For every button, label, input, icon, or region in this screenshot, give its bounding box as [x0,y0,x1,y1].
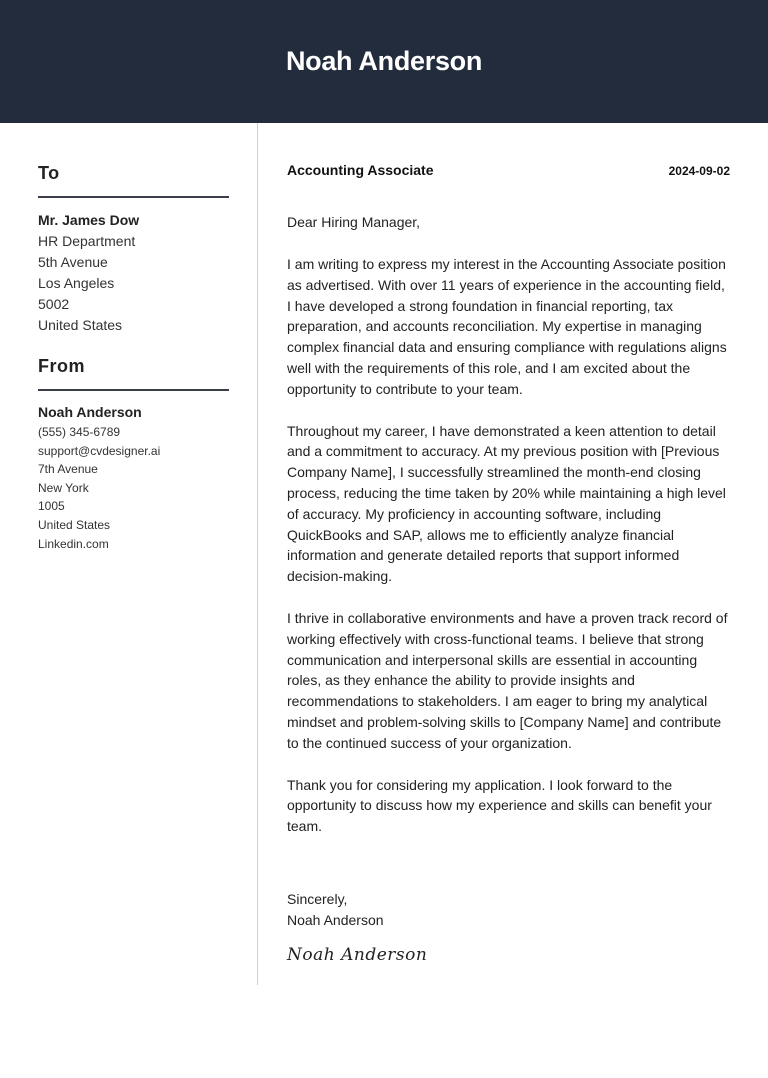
paragraph: I thrive in collaborative environments and have a proven track record of working effectively with cross-functional teams. I believe that strong communication and interpersonal skills are essential in accounting roles, as they enhance the ability to provide insights and recommendations to stakeholders. I am eager to bring my analytical mindset and problem-solving skills to [Company Name] and contribute to the continued success of your organization. [287,609,728,751]
to-heading: To [38,163,60,183]
sender-phone: (555) 345-6789 [38,425,121,439]
recipient-line: 5002 [38,296,70,312]
sender-zip: 1005 [38,499,65,514]
recipient-name: Mr. James Dow [38,212,140,228]
recipient-block [38,210,229,336]
job-title: Accounting Associate [287,162,434,178]
sender-street: 7th Avenue [38,462,98,477]
recipient-line: Los Angeles [38,275,115,291]
closing-phrase: Sincerely, [287,890,348,907]
salutation: Dear Hiring Manager, [287,214,421,230]
closing-block [287,889,730,931]
sidebar [38,160,229,553]
sender-name: Noah Anderson [38,404,142,420]
sender-block [38,403,229,553]
applicant-name: Noah Anderson [285,46,483,76]
to-divider [38,196,229,198]
vertical-divider [257,123,258,985]
letter-body [287,162,730,965]
from-heading: From [38,356,85,376]
paragraph: Thank you for considering my application. I look forward to the opportunity to discuss how my experience and skills can benefit your team. [287,776,712,835]
sender-email: support@cvdesigner.ai [38,443,161,458]
signature: Noah Anderson [287,944,428,965]
sender-linkedin: Linkedin.com [38,536,109,551]
closing-name: Noah Anderson [287,911,384,928]
paragraph: I am writing to express my interest in the Accounting Associate position as advertised. With over 11 years of experience in the accounting field, I have developed a strong foundation in financial reporting, tax preparation, and accounts reconciliation. My expertise in managing complex financial data and ensuring compliance with regulations aligns well with the requirements of this role, and I am excited about the opportunity to contribute to your team. [287,256,727,397]
letter-date: 2024-09-02 [668,164,730,178]
sender-city: New York [38,480,89,495]
recipient-line: 5th Avenue [38,254,108,270]
letter-header [287,162,730,180]
header-banner [0,0,768,123]
from-divider [38,389,229,391]
recipient-line: United States [38,317,123,333]
paragraph: Throughout my career, I have demonstrated a keen attention to detail and a commitment to accuracy. At my previous position with [Previous Company Name], I successfully streamlined the month-end closing process, reducing the time taken by 20% while maintaining a high level of accuracy. My proficiency in accounting software, including QuickBooks and SAP, allows me to efficiently analyze financial information and generate detailed reports that support informed decision-making. [287,422,726,585]
sender-country: United States [38,517,111,532]
recipient-line: HR Department [38,233,136,249]
